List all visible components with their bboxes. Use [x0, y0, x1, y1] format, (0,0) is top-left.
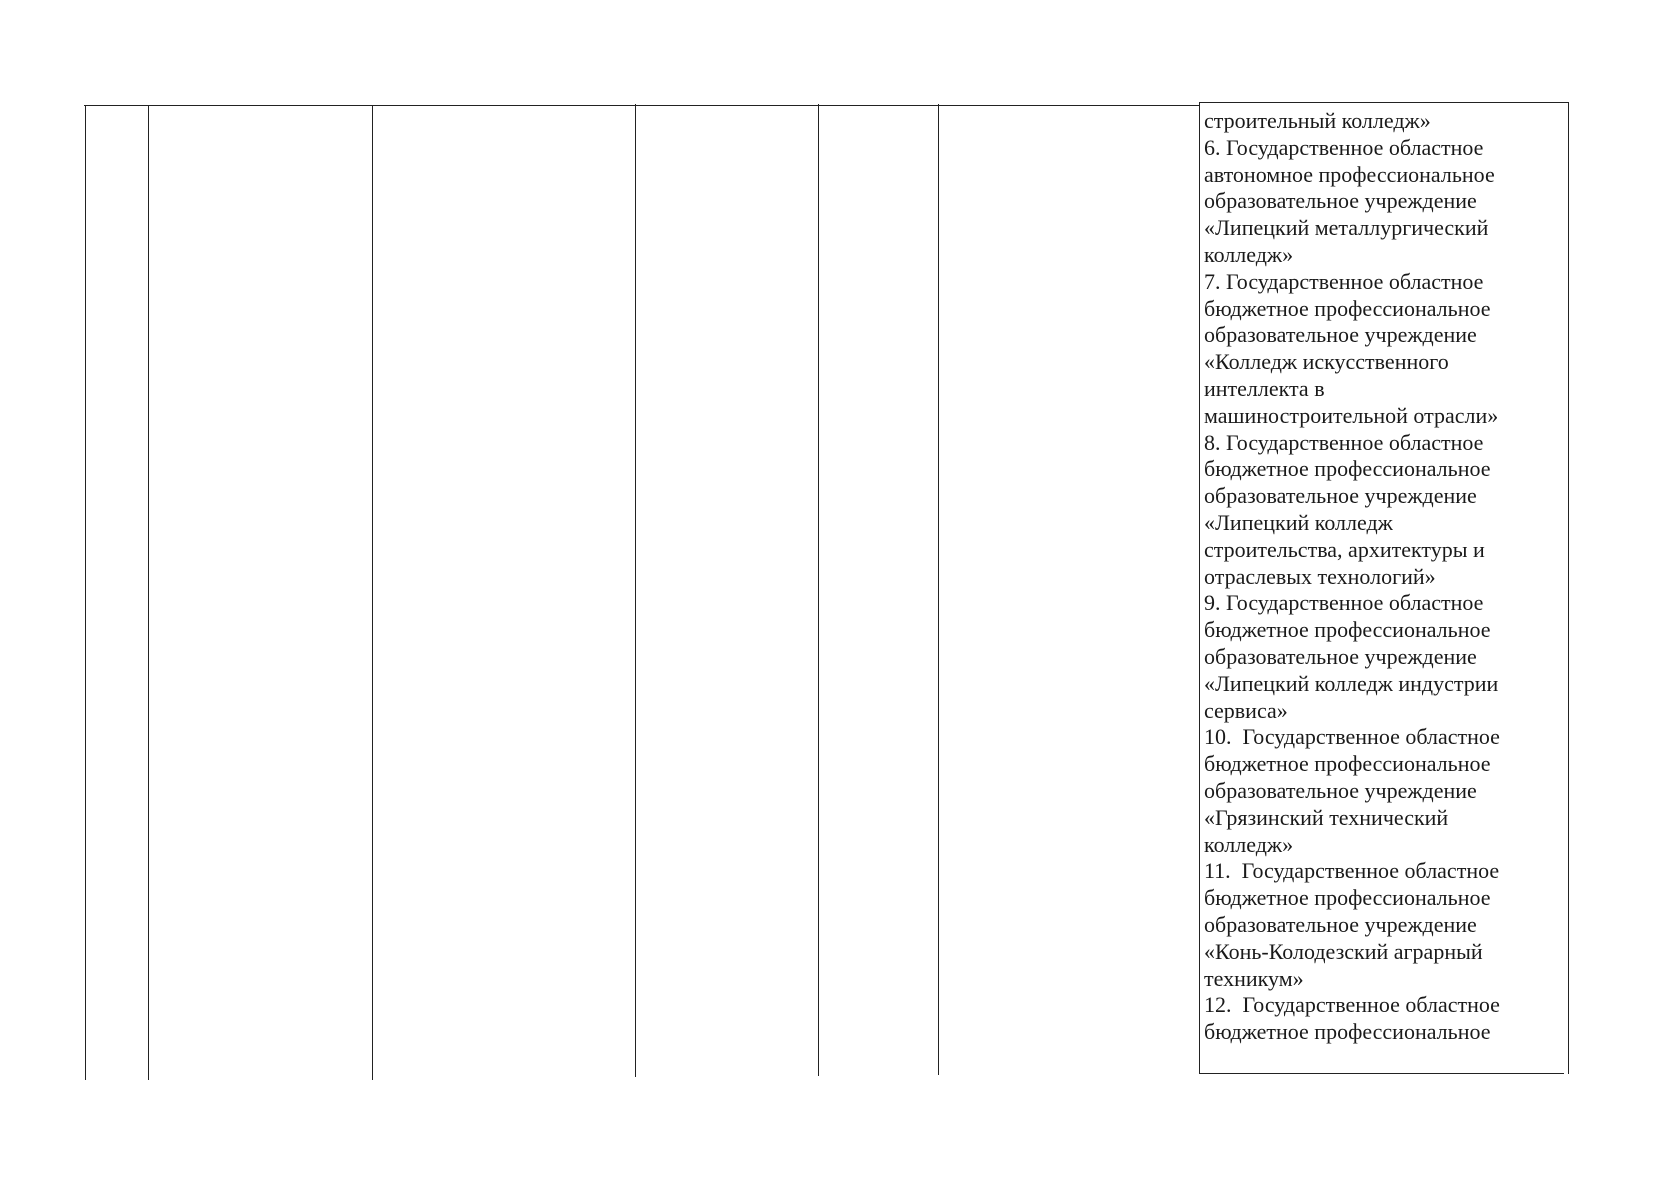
right-cell-bottom-border — [1199, 1073, 1564, 1074]
institution-text-line: образовательное учреждение — [1204, 188, 1477, 214]
right-cell-top-border — [1199, 102, 1569, 103]
institution-text-line: колледж» — [1204, 831, 1294, 857]
institution-text-line: образовательное учреждение — [1204, 643, 1477, 669]
table-top-border — [84, 105, 1199, 106]
institution-text-line: образовательное учреждение — [1204, 483, 1477, 509]
institution-text-line: 9. Государственное областное — [1204, 590, 1484, 616]
institution-text-line: строительный колледж» — [1204, 108, 1431, 133]
institution-text-line: образовательное учреждение — [1204, 911, 1477, 937]
institution-text-line: строительства, архитектуры и — [1204, 536, 1485, 562]
institution-text-line: 6. Государственное областное — [1204, 134, 1484, 160]
institution-text-line: 12. Государственное областное — [1204, 992, 1500, 1018]
institution-text-line: «Липецкий колледж индустрии — [1204, 670, 1499, 696]
institution-text-line: 11. Государственное областное — [1204, 858, 1500, 884]
institution-text-line: образовательное учреждение — [1204, 777, 1477, 803]
institution-text-line: бюджетное профессиональное — [1204, 751, 1491, 777]
institution-text-line: «Колледж искусственного — [1204, 349, 1449, 375]
column-border-3 — [372, 105, 373, 1080]
institution-text-line: «Липецкий металлургический — [1204, 215, 1489, 241]
institution-text-line: 7. Государственное областное — [1204, 268, 1484, 294]
institution-text-line: 10. Государственное областное — [1204, 724, 1500, 750]
institution-text-line: «Липецкий колледж — [1204, 509, 1393, 535]
column-border-4 — [635, 104, 636, 1077]
column-border-7 — [1199, 102, 1200, 1074]
column-border-5 — [818, 104, 819, 1076]
institution-text-line: 8. Государственное областное — [1204, 429, 1484, 455]
institution-text-line: интеллекта в — [1204, 375, 1325, 401]
institution-text-line: бюджетное профессиональное — [1204, 885, 1491, 911]
institution-text-line: бюджетное профессиональное — [1204, 456, 1491, 482]
institution-text-line: «Конь-Колодезский аграрный — [1204, 938, 1483, 964]
institution-text-line: техникум» — [1204, 965, 1304, 991]
column-border-8 — [1568, 102, 1569, 1074]
institution-text-line: колледж» — [1204, 241, 1294, 267]
column-border-6 — [938, 104, 939, 1075]
institution-text-line: автономное профессиональное — [1204, 161, 1495, 187]
institution-text-line: сервиса» — [1204, 697, 1288, 723]
column-border-2 — [148, 105, 149, 1080]
institution-text-line: отраслевых технологий» — [1204, 563, 1436, 589]
column-border-1 — [85, 105, 86, 1080]
institution-text-line: бюджетное профессиональное — [1204, 1019, 1491, 1045]
institution-text-line: бюджетное профессиональное — [1204, 295, 1491, 321]
institutions-list-cell — [1204, 108, 1564, 1046]
institution-text-line: образовательное учреждение — [1204, 322, 1477, 348]
institution-text-line: бюджетное профессиональное — [1204, 617, 1491, 643]
institution-text-line: «Грязинский технический — [1204, 804, 1449, 830]
institution-text-line: машиностроительной отрасли» — [1204, 402, 1499, 428]
